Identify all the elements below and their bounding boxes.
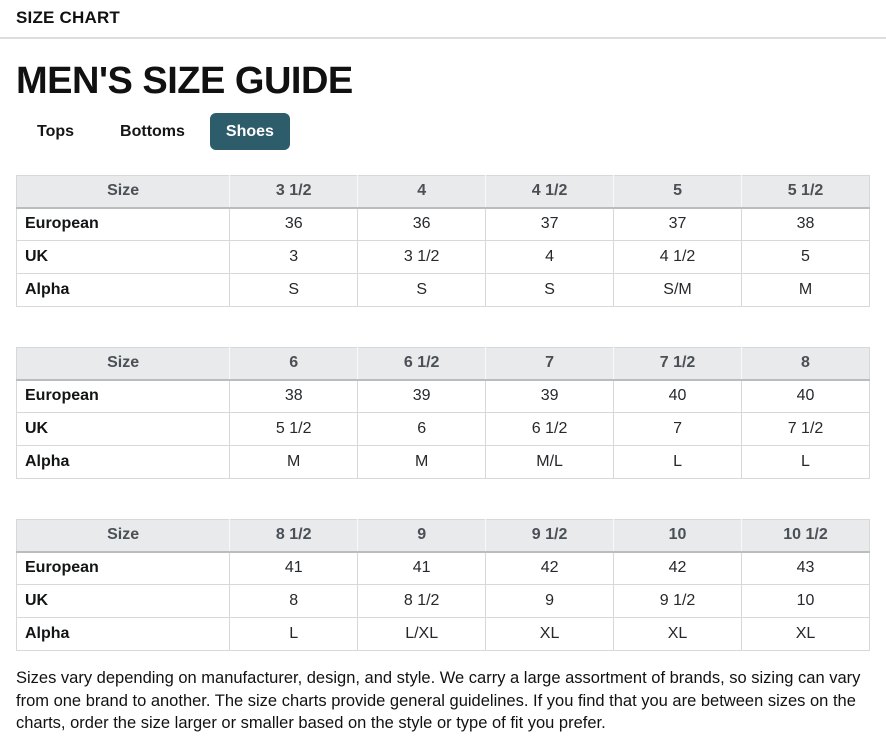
size-cell: 8 (230, 585, 358, 618)
size-cell: 39 (358, 380, 486, 413)
size-cell: 4 (486, 241, 614, 274)
table-row (17, 618, 870, 651)
row-label: Alpha (25, 625, 70, 642)
size-cell: L (614, 446, 742, 479)
table-row (17, 413, 870, 446)
size-cell: M (230, 446, 358, 479)
size-value-header: 6 (230, 348, 358, 380)
row-label: Alpha (25, 453, 70, 470)
size-cell: 38 (230, 380, 358, 413)
size-value-header: 8 1/2 (230, 520, 358, 552)
table-row (17, 552, 870, 585)
size-cell: 40 (614, 380, 742, 413)
size-cell: 36 (230, 208, 358, 241)
size-cell: 41 (358, 552, 486, 585)
table-row (17, 380, 870, 413)
tab-tops[interactable]: Tops (16, 113, 95, 150)
size-column-header: Size (17, 348, 230, 380)
table-row (17, 241, 870, 274)
size-cell: 43 (742, 552, 870, 585)
shoe-size-table (16, 347, 870, 479)
table-row (17, 446, 870, 479)
size-cell: 3 (230, 241, 358, 274)
size-cell: 39 (486, 380, 614, 413)
size-column-header: Size (17, 520, 230, 552)
row-label: European (25, 387, 99, 405)
size-value-header: 10 (614, 520, 742, 552)
size-cell: 9 (486, 585, 614, 618)
size-cell: S (358, 274, 486, 307)
table-row (17, 274, 870, 307)
table-row (17, 208, 870, 241)
size-cell: 7 (614, 413, 742, 446)
tab-bottoms[interactable]: Bottoms (99, 113, 206, 150)
size-value-header: 4 (358, 176, 486, 208)
row-label: UK (25, 420, 49, 437)
table-header-row (17, 348, 870, 380)
size-cell: M (742, 274, 870, 307)
size-value-header: 7 (486, 348, 614, 380)
size-cell: L/XL (358, 618, 486, 651)
size-value-header: 7 1/2 (614, 348, 742, 380)
sizing-disclaimer-text: Sizes vary depending on manufacturer, design, and style. We carry a large assortment of brands, so sizing can vary from one brand to another. The size charts provide general guidelines. If you find that you are between sizes on the charts, order the size larger or smaller based on the style or type of fit you prefer. (16, 669, 861, 732)
size-value-header: 5 (614, 176, 742, 208)
row-label: UK (25, 592, 49, 609)
size-cell: M/L (486, 446, 614, 479)
size-cell: L (742, 446, 870, 479)
row-label: European (25, 559, 99, 577)
size-cell: 10 (742, 585, 870, 618)
size-cell: XL (742, 618, 870, 651)
size-cell: 8 1/2 (358, 585, 486, 618)
top-bar (0, 0, 886, 39)
size-cell: 6 1/2 (486, 413, 614, 446)
size-value-header: 3 1/2 (230, 176, 358, 208)
size-cell: 42 (486, 552, 614, 585)
size-cell: 37 (614, 208, 742, 241)
size-cell: 9 1/2 (614, 585, 742, 618)
size-cell: M (358, 446, 486, 479)
size-cell: S/M (614, 274, 742, 307)
row-label: UK (25, 248, 49, 265)
size-cell: 4 1/2 (614, 241, 742, 274)
size-value-header: 5 1/2 (742, 176, 870, 208)
size-cell: S (230, 274, 358, 307)
size-value-header: 6 1/2 (358, 348, 486, 380)
size-cell: XL (614, 618, 742, 651)
size-cell: 5 (742, 241, 870, 274)
size-cell: S (486, 274, 614, 307)
size-cell: 38 (742, 208, 870, 241)
size-cell: 7 1/2 (742, 413, 870, 446)
table-header-row (17, 176, 870, 208)
size-cell: 3 1/2 (358, 241, 486, 274)
row-label: Alpha (25, 281, 70, 298)
size-value-header: 9 (358, 520, 486, 552)
size-column-header: Size (17, 176, 230, 208)
size-guide-content (0, 60, 886, 735)
size-cell: 42 (614, 552, 742, 585)
tab-shoes[interactable]: Shoes (210, 113, 290, 150)
size-value-header: 4 1/2 (486, 176, 614, 208)
size-value-header: 9 1/2 (486, 520, 614, 552)
size-cell: 37 (486, 208, 614, 241)
size-cell: 36 (358, 208, 486, 241)
size-cell: 40 (742, 380, 870, 413)
page-title: MEN'S SIZE GUIDE (16, 60, 353, 102)
size-cell: 5 1/2 (230, 413, 358, 446)
size-cell: 6 (358, 413, 486, 446)
category-tabs (16, 113, 870, 150)
size-cell: XL (486, 618, 614, 651)
size-cell: L (230, 618, 358, 651)
size-value-header: 8 (742, 348, 870, 380)
table-header-row (17, 520, 870, 552)
shoe-size-table (16, 519, 870, 651)
table-row (17, 585, 870, 618)
size-tables (16, 175, 870, 651)
size-value-header: 10 1/2 (742, 520, 870, 552)
top-bar-title: SIZE CHART (16, 8, 120, 27)
shoe-size-table (16, 175, 870, 307)
row-label: European (25, 215, 99, 233)
size-cell: 41 (230, 552, 358, 585)
